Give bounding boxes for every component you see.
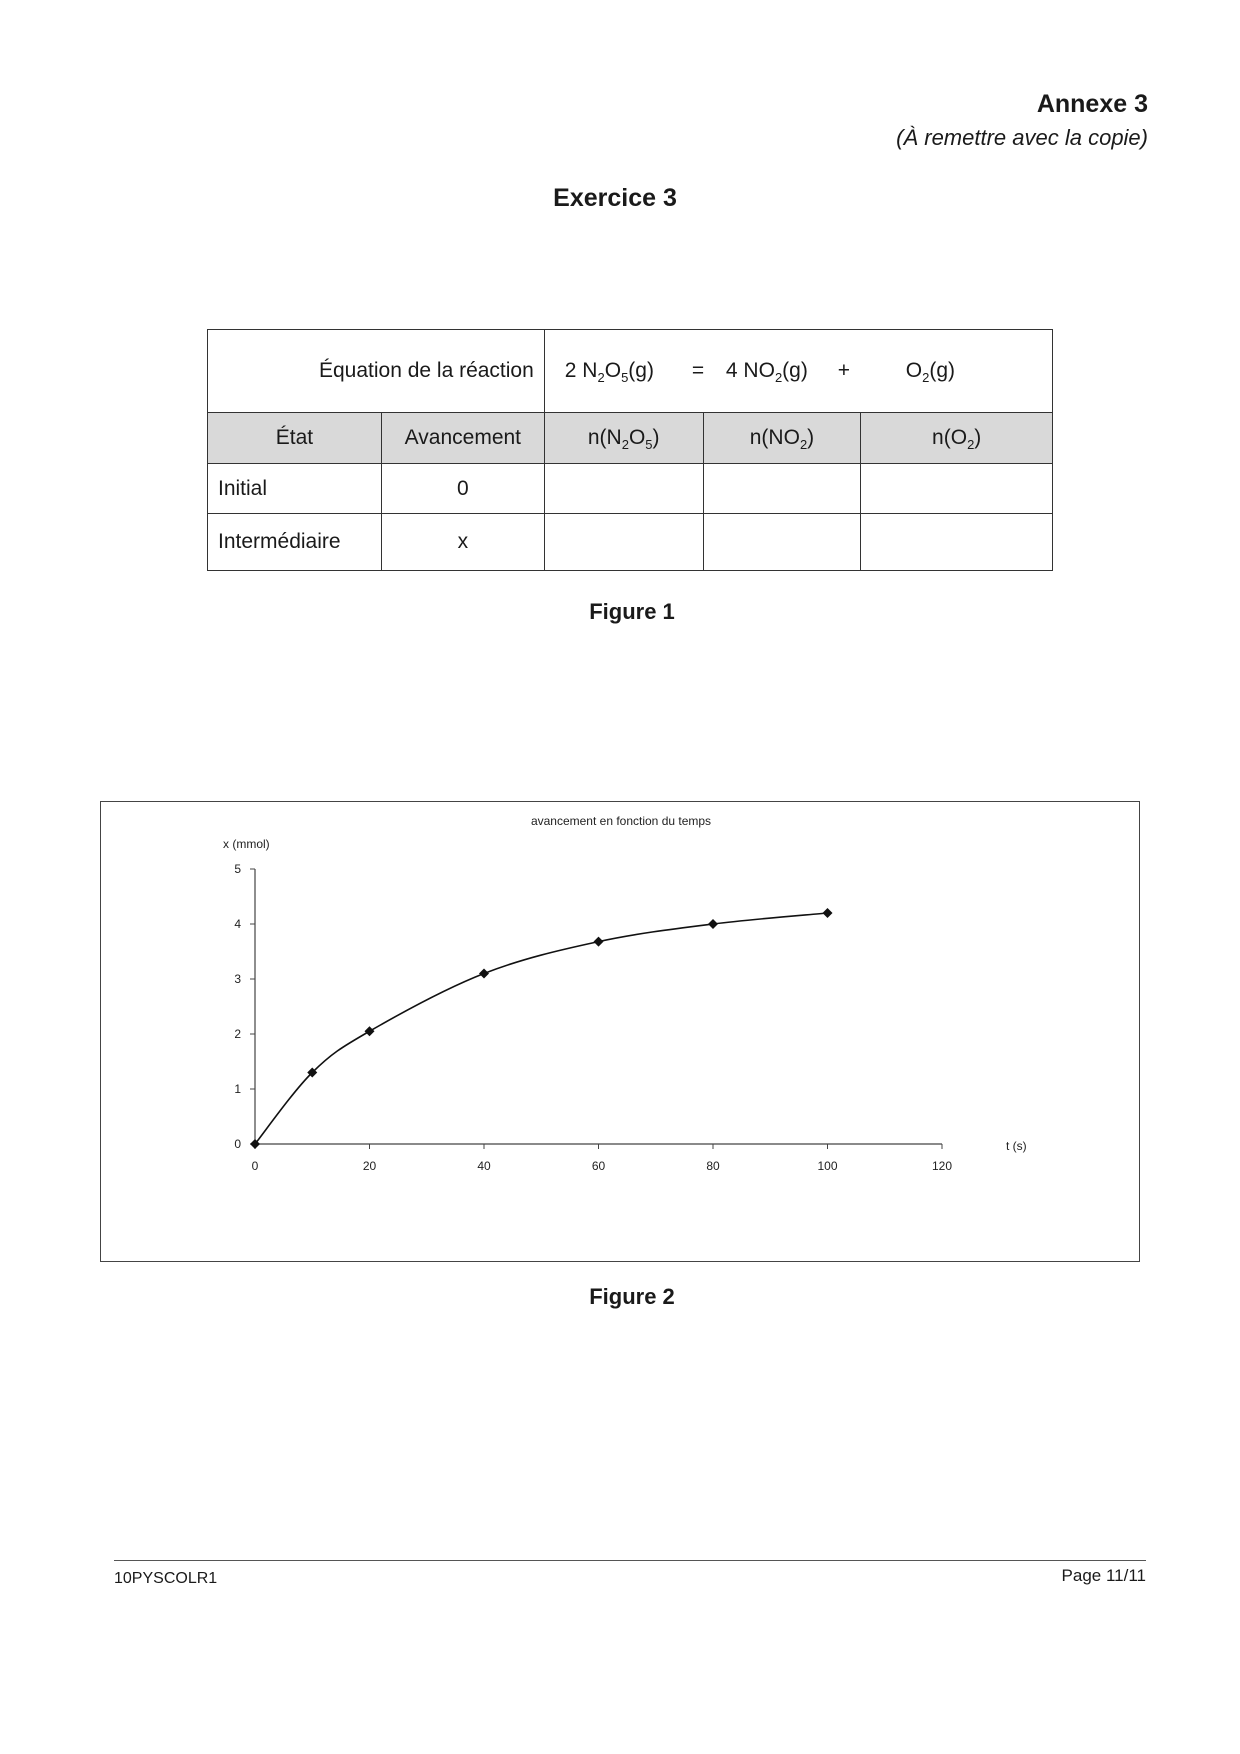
footer-divider: [114, 1560, 1146, 1561]
page-number: Page 11/11: [1061, 1566, 1146, 1585]
product-no2: 4 $NO_2(g)$: [725, 359, 808, 386]
header-n-o2: $n(O_2)$: [861, 413, 1053, 464]
product-o2: $O_2(g)$: [905, 359, 956, 386]
y-tick-label: 4: [234, 917, 241, 931]
series-line: [255, 913, 828, 1144]
row-advance: 0: [381, 464, 544, 514]
figure-1-caption: [0, 599, 1240, 625]
figure-2-label: Figure 2: [589, 1284, 675, 1309]
exercise-title-text: Exercice 3: [553, 184, 677, 212]
figure-2-caption: [0, 1284, 1240, 1310]
annexe-title: Annexe 3: [1036, 90, 1148, 118]
exercise-title: [0, 184, 1240, 213]
data-point: [479, 969, 489, 979]
header-row: [208, 413, 1053, 464]
row-advance: x: [381, 514, 544, 571]
header-n-n2o5: $n(N_2O_5)$: [544, 413, 703, 464]
data-point: [594, 937, 604, 947]
annexe-subtitle: (À remettre avec la copie): [896, 125, 1148, 150]
y-axis-label: x (mmol): [223, 837, 270, 851]
footer-code: 10PYSCOLR1: [114, 1570, 218, 1587]
data-point: [365, 1026, 375, 1036]
chart-frame: [100, 801, 1140, 1262]
reactant-n2o5: 2 $N_2O_5(g)$: [564, 359, 654, 386]
empty-cell[interactable]: [861, 464, 1053, 514]
advance-chart: [101, 802, 1141, 1263]
x-tick-label: 120: [931, 1159, 953, 1173]
y-tick-label: 3: [234, 972, 241, 986]
x-tick-label: 0: [251, 1159, 259, 1173]
x-axis-label: t (s): [1006, 1139, 1027, 1153]
reaction-table: [207, 329, 1053, 571]
data-point: [823, 908, 833, 918]
data-point: [708, 919, 718, 929]
plus-sign: +: [837, 359, 850, 382]
equation-row: [208, 330, 1053, 413]
y-tick-label: 2: [234, 1027, 241, 1041]
empty-cell[interactable]: [544, 514, 703, 571]
x-tick-label: 60: [591, 1159, 606, 1173]
empty-cell[interactable]: [861, 514, 1053, 571]
figure-1-label: Figure 1: [589, 599, 675, 624]
x-tick-label: 40: [477, 1159, 491, 1173]
header-state: État: [208, 413, 382, 464]
empty-cell[interactable]: [703, 514, 861, 571]
x-tick-label: 80: [706, 1159, 720, 1173]
row-state: Intermédiaire: [208, 514, 382, 571]
row-state: Initial: [208, 464, 382, 514]
x-tick-label: 100: [817, 1159, 838, 1173]
x-tick-label: 20: [362, 1159, 377, 1173]
table-row: [208, 464, 1053, 514]
y-tick-label: 0: [234, 1137, 241, 1151]
y-tick-label: 1: [234, 1082, 241, 1096]
header-n-no2: $n(NO_2)$: [703, 413, 861, 464]
table-row: [208, 514, 1053, 571]
empty-cell[interactable]: [703, 464, 861, 514]
empty-cell[interactable]: [544, 464, 703, 514]
equation-label: Équation de la réaction: [208, 330, 545, 413]
equation: [544, 330, 1052, 413]
header-advance: Avancement: [381, 413, 544, 464]
chart-title: avancement en fonction du temps: [530, 814, 712, 828]
equals-sign: =: [691, 359, 705, 382]
y-tick-label: 5: [234, 862, 241, 876]
